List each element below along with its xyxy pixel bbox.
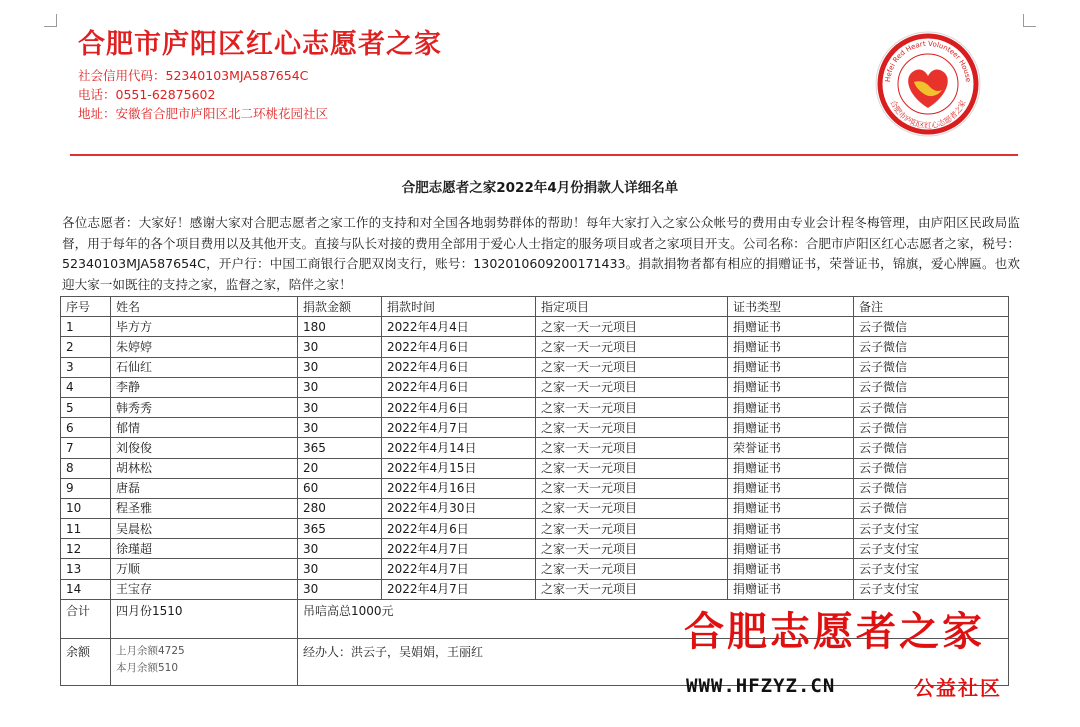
table-cell: 之家一天一元项目 xyxy=(536,418,728,438)
table-cell: 韩秀秀 xyxy=(111,397,298,417)
table-cell: 12 xyxy=(61,539,111,559)
table-cell: 30 xyxy=(298,357,382,377)
table-cell: 2022年4月6日 xyxy=(382,337,536,357)
table-cell: 之家一天一元项目 xyxy=(536,438,728,458)
table-cell: 云子支付宝 xyxy=(854,539,1009,559)
table-cell: 14 xyxy=(61,579,111,599)
table-cell: 云子支付宝 xyxy=(854,559,1009,579)
table-cell: 徐瑾超 xyxy=(111,539,298,559)
table-cell: 6 xyxy=(61,418,111,438)
table-cell: 之家一天一元项目 xyxy=(536,377,728,397)
table-cell: 30 xyxy=(298,397,382,417)
table-cell: 吴晨松 xyxy=(111,519,298,539)
table-cell: 2022年4月6日 xyxy=(382,397,536,417)
header-cell: 指定项目 xyxy=(536,297,728,317)
header-cell: 捐款时间 xyxy=(382,297,536,317)
table-cell: 180 xyxy=(298,317,382,337)
table-cell: 捐赠证书 xyxy=(728,317,854,337)
document-title: 合肥志愿者之家2022年4月份捐款人详细名单 xyxy=(401,180,679,196)
table-cell: 之家一天一元项目 xyxy=(536,317,728,337)
table-cell: 2022年4月30日 xyxy=(382,498,536,518)
table-row xyxy=(61,478,1009,498)
table-row xyxy=(61,317,1009,337)
table-cell: 毕方方 xyxy=(111,317,298,337)
table-row xyxy=(61,559,1009,579)
table-cell: 云子微信 xyxy=(854,357,1009,377)
table-cell: 朱婷婷 xyxy=(111,337,298,357)
table-cell: 3 xyxy=(61,357,111,377)
table-cell: 8 xyxy=(61,458,111,478)
handlers: 经办人：洪云子，吴娟娟，王丽红 xyxy=(298,638,1009,685)
table-cell: 之家一天一元项目 xyxy=(536,539,728,559)
header-cell: 备注 xyxy=(854,297,1009,317)
month-total: 四月份1510 xyxy=(111,599,298,638)
table-cell: 唐磊 xyxy=(111,478,298,498)
table-cell: 捐赠证书 xyxy=(728,458,854,478)
table-cell: 云子支付宝 xyxy=(854,579,1009,599)
table-row xyxy=(61,498,1009,518)
table-cell: 之家一天一元项目 xyxy=(536,357,728,377)
table-cell: 云子微信 xyxy=(854,438,1009,458)
table-row xyxy=(61,337,1009,357)
table-cell: 王宝存 xyxy=(111,579,298,599)
seal-ring-text-top: Hefei Red Heart Volunteer House xyxy=(883,39,972,83)
phone-number: 电话：0551-62875602 xyxy=(78,87,216,102)
table-cell: 7 xyxy=(61,438,111,458)
table-cell: 2022年4月14日 xyxy=(382,438,536,458)
table-cell: 2022年4月7日 xyxy=(382,559,536,579)
table-cell: 2022年4月16日 xyxy=(382,478,536,498)
table-cell: 5 xyxy=(61,397,111,417)
table-cell: 4 xyxy=(61,377,111,397)
table-row xyxy=(61,539,1009,559)
table-cell: 捐赠证书 xyxy=(728,337,854,357)
table-cell: 之家一天一元项目 xyxy=(536,458,728,478)
table-cell: 之家一天一元项目 xyxy=(536,559,728,579)
intro-paragraph: 各位志愿者：大家好！感谢大家对合肥志愿者之家工作的支持和对全国各地弱势群体的帮助！每年大家打入之家公众帐号的费用由专业会计程冬梅管理，由庐阳区民政局监督，用于每年的各个项目费用以及其他开支。直接与队长对接的费用全部用于爱心人士指定的服务项目或者之家项目开支。公司名称：合肥市庐阳区红心志愿者之家，税号：52340103MJA587654C，开户行：中国工商银行合肥双岗支行，账号：1302010609200171433。捐款捐物者都有相应的捐赠证书，荣誉证书，锦旗，爱心牌匾。也欢迎大家一如既往的支持之家，监督之家，陪伴之家！ xyxy=(62,215,1020,292)
table-cell: 60 xyxy=(298,478,382,498)
table-cell: 捐赠证书 xyxy=(728,498,854,518)
org-logo-seal xyxy=(874,30,982,138)
grand-total: 吊唁高总1000元 xyxy=(298,599,1009,638)
table-cell: 郁情 xyxy=(111,418,298,438)
table-row xyxy=(61,357,1009,377)
table-cell: 280 xyxy=(298,498,382,518)
table-cell: 之家一天一元项目 xyxy=(536,519,728,539)
table-cell: 2022年4月7日 xyxy=(382,539,536,559)
table-cell: 云子微信 xyxy=(854,317,1009,337)
watermark-url: WWW.HFZYZ.CN xyxy=(686,675,836,697)
table-cell: 捐赠证书 xyxy=(728,377,854,397)
seal-ring-text-bottom: 合肥市庐阳区红心志愿者之家 xyxy=(888,98,968,130)
page-corner-mark xyxy=(1023,14,1036,27)
table-row xyxy=(61,579,1009,599)
table-row xyxy=(61,377,1009,397)
org-name: 合肥市庐阳区红心志愿者之家 xyxy=(78,29,442,60)
table-cell: 捐赠证书 xyxy=(728,418,854,438)
balance-label: 余额 xyxy=(61,638,111,685)
table-cell: 荣誉证书 xyxy=(728,438,854,458)
table-cell: 捐赠证书 xyxy=(728,519,854,539)
table-row xyxy=(61,438,1009,458)
table-cell: 刘俊俊 xyxy=(111,438,298,458)
balance-values xyxy=(111,638,298,685)
table-cell: 13 xyxy=(61,559,111,579)
table-cell: 云子微信 xyxy=(854,397,1009,417)
table-cell: 云子微信 xyxy=(854,458,1009,478)
page-corner-mark xyxy=(44,14,57,27)
credit-code: 社会信用代码：52340103MJA587654C xyxy=(78,68,309,83)
table-cell: 捐赠证书 xyxy=(728,357,854,377)
table-cell: 之家一天一元项目 xyxy=(536,478,728,498)
table-cell: 2022年4月6日 xyxy=(382,377,536,397)
table-cell: 365 xyxy=(298,519,382,539)
last-month-balance: 上月余额4725 xyxy=(116,644,185,657)
table-cell: 程圣雅 xyxy=(111,498,298,518)
table-cell: 2022年4月4日 xyxy=(382,317,536,337)
table-row xyxy=(61,418,1009,438)
table-cell: 之家一天一元项目 xyxy=(536,498,728,518)
table-cell: 之家一天一元项目 xyxy=(536,579,728,599)
table-cell: 30 xyxy=(298,539,382,559)
address: 地址：安徽省合肥市庐阳区北二环桃花园社区 xyxy=(78,106,329,121)
table-cell: 2022年4月15日 xyxy=(382,458,536,478)
table-cell: 2 xyxy=(61,337,111,357)
table-cell: 云子微信 xyxy=(854,478,1009,498)
table-cell: 捐赠证书 xyxy=(728,559,854,579)
table-cell: 捐赠证书 xyxy=(728,397,854,417)
table-cell: 云子支付宝 xyxy=(854,519,1009,539)
table-cell: 石仙红 xyxy=(111,357,298,377)
header-cell: 捐款金额 xyxy=(298,297,382,317)
table-cell: 20 xyxy=(298,458,382,478)
header-divider xyxy=(70,154,1018,156)
table-cell: 11 xyxy=(61,519,111,539)
table-cell: 之家一天一元项目 xyxy=(536,397,728,417)
table-cell: 胡林松 xyxy=(111,458,298,478)
table-cell: 李静 xyxy=(111,377,298,397)
table-header-row xyxy=(61,297,1009,317)
table-cell: 2022年4月6日 xyxy=(382,357,536,377)
table-cell: 2022年4月7日 xyxy=(382,579,536,599)
this-month-balance: 本月余额510 xyxy=(116,661,179,674)
table-cell: 云子微信 xyxy=(854,418,1009,438)
table-cell: 30 xyxy=(298,337,382,357)
table-cell: 之家一天一元项目 xyxy=(536,337,728,357)
summary-label: 合计 xyxy=(61,599,111,638)
header-cell: 证书类型 xyxy=(728,297,854,317)
table-cell: 365 xyxy=(298,438,382,458)
watermark-brand: 合肥志愿者之家 xyxy=(684,608,985,655)
table-cell: 云子微信 xyxy=(854,337,1009,357)
table-cell: 10 xyxy=(61,498,111,518)
table-cell: 2022年4月6日 xyxy=(382,519,536,539)
table-cell: 云子微信 xyxy=(854,377,1009,397)
table-cell: 30 xyxy=(298,418,382,438)
table-cell: 2022年4月7日 xyxy=(382,418,536,438)
watermark-tagline: 公益社区 xyxy=(914,676,1002,700)
table-cell: 捐赠证书 xyxy=(728,478,854,498)
table-cell: 30 xyxy=(298,559,382,579)
header-cell: 姓名 xyxy=(111,297,298,317)
table-row xyxy=(61,458,1009,478)
table-cell: 9 xyxy=(61,478,111,498)
table-cell: 捐赠证书 xyxy=(728,539,854,559)
table-cell: 万顺 xyxy=(111,559,298,579)
table-row xyxy=(61,397,1009,417)
table-cell: 1 xyxy=(61,317,111,337)
table-cell: 30 xyxy=(298,377,382,397)
table-row xyxy=(61,519,1009,539)
table-cell: 捐赠证书 xyxy=(728,579,854,599)
table-cell: 30 xyxy=(298,579,382,599)
header-cell: 序号 xyxy=(61,297,111,317)
table-cell: 云子微信 xyxy=(854,498,1009,518)
